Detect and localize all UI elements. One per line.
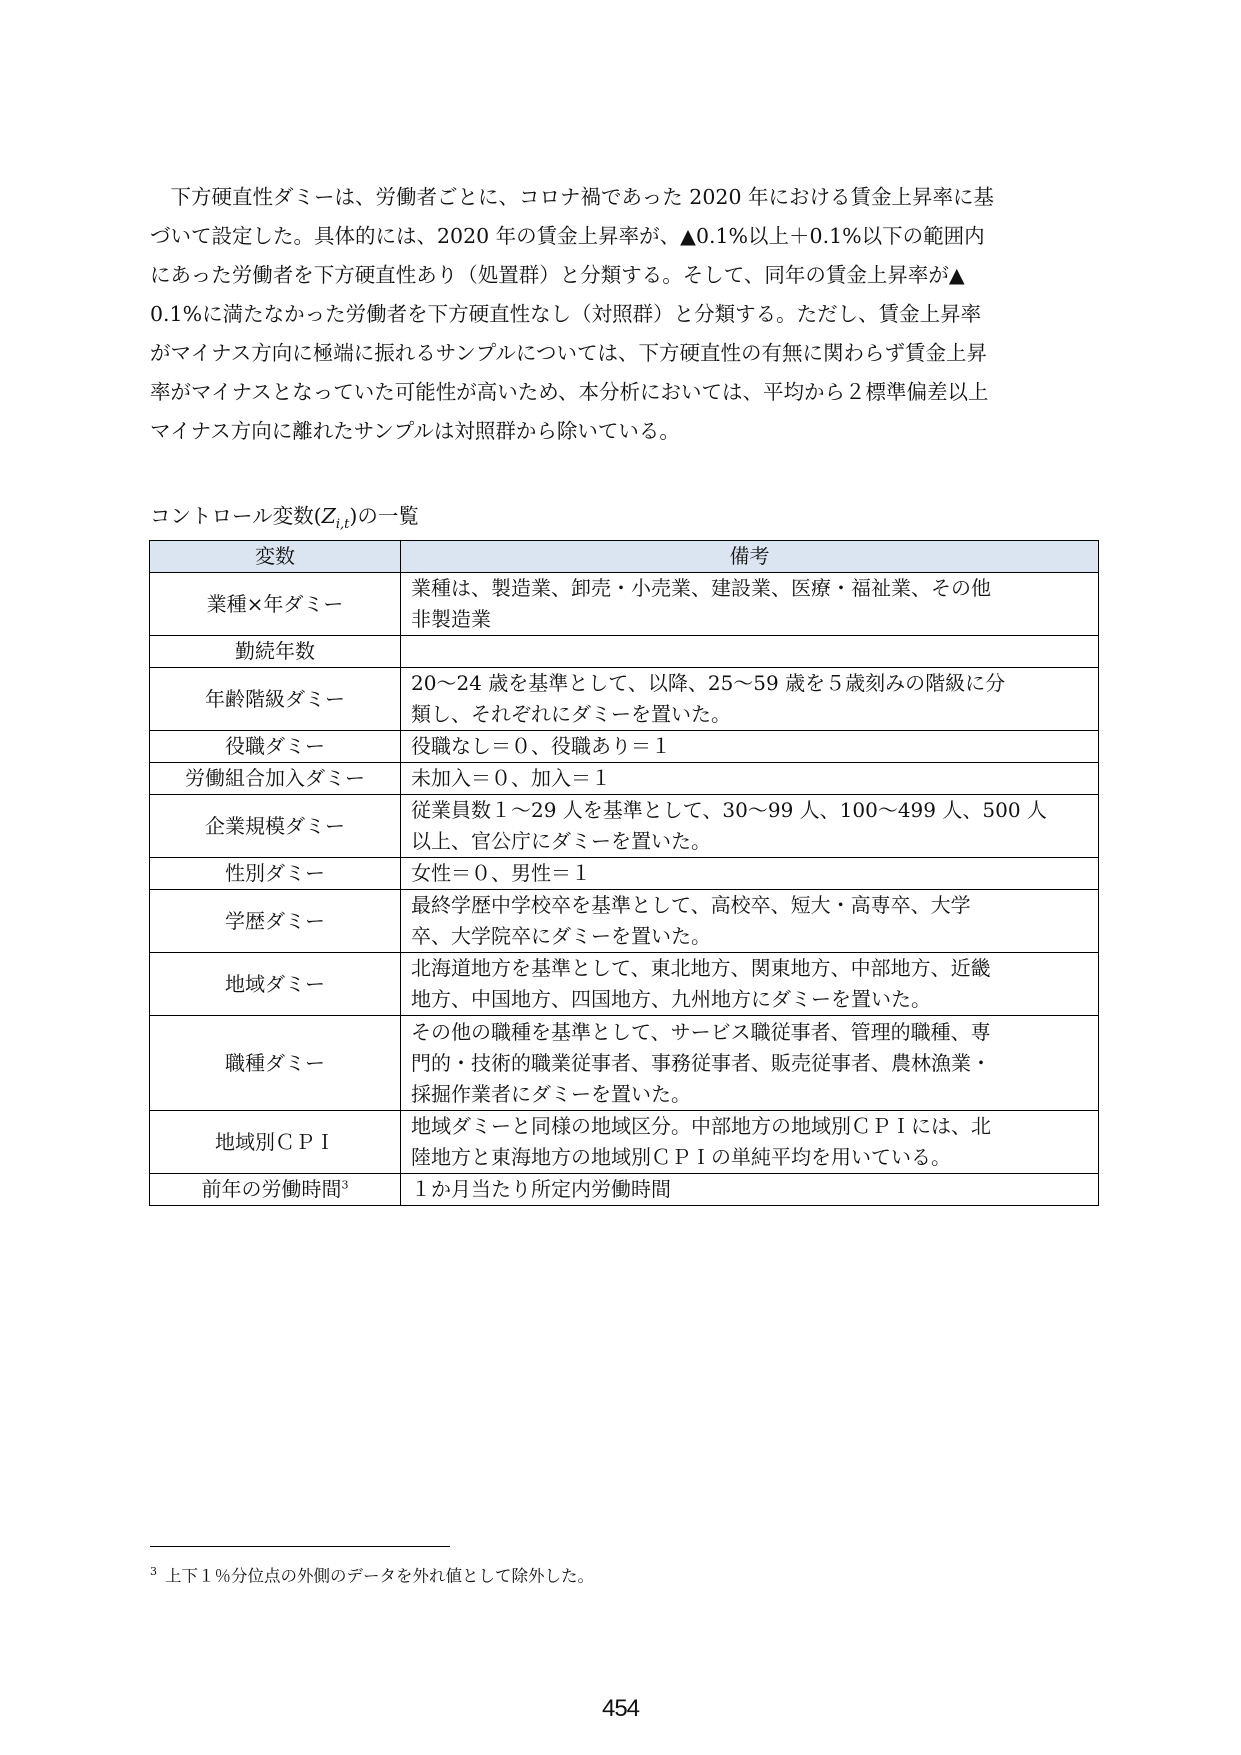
note-cell: 業種は、製造業、卸売・小売業、建設業、医療・福祉業、その他 非製造業	[401, 573, 1099, 636]
table-row	[150, 1111, 1099, 1174]
note-cell: １か月当たり所定内労働時間	[401, 1174, 1099, 1206]
variable-cell: 企業規模ダミー	[150, 795, 401, 858]
table-row	[150, 636, 1099, 668]
paragraph-line: 率がマイナスとなっていた可能性が高いため、本分析においては、平均から２標準偏差以上	[150, 380, 989, 404]
paragraph-line: 下方硬直性ダミーは、労働者ごとに、コロナ禍であった 2020 年における賃金上昇率に基	[150, 185, 994, 209]
caption-prefix: コントロール変数	[150, 504, 314, 528]
variable-cell: 業種×年ダミー	[150, 573, 401, 636]
variable-cell: 地域ダミー	[150, 953, 401, 1016]
table-row	[150, 1174, 1099, 1206]
note-cell: 女性＝０、男性＝１	[401, 858, 1099, 890]
variable-cell: 年齢階級ダミー	[150, 668, 401, 731]
variable-cell: 役職ダミー	[150, 731, 401, 763]
table-row	[150, 573, 1099, 636]
paragraph-line: がマイナス方向に極端に振れるサンプルについては、下方硬直性の有無に関わらず賃金上昇	[150, 341, 988, 365]
table-row	[150, 763, 1099, 795]
note-cell: 北海道地方を基準として、東北地方、関東地方、中部地方、近畿 地方、中国地方、四国地方、九州地方にダミーを置いた。	[401, 953, 1099, 1016]
footnote	[150, 1560, 594, 1589]
note-cell: その他の職種を基準として、サービス職従事者、管理的職種、専 門的・技術的職業従事者、事務従事者、販売従事者、農林漁業・ 採掘作業者にダミーを置いた。	[401, 1016, 1099, 1111]
note-cell	[401, 636, 1099, 668]
note-cell: 役職なし＝０、役職あり＝１	[401, 731, 1099, 763]
paragraph-line: づいて設定した。具体的には、2020 年の賃金上昇率が、▲0.1%以上＋0.1%以下の範囲内	[150, 224, 985, 248]
note-cell: 未加入＝０、加入＝１	[401, 763, 1099, 795]
paragraph-line: にあった労働者を下方硬直性あり（処置群）と分類する。そして、同年の賃金上昇率が▲	[150, 263, 965, 287]
caption-symbol: $Z_{i,t}$	[321, 504, 350, 533]
table-row	[150, 1016, 1099, 1111]
header-variable: 変数	[150, 541, 401, 573]
footnote-text: 上下１％分位点の外側のデータを外れ値として除外した。	[165, 1566, 594, 1586]
body-paragraph	[150, 178, 1095, 451]
variable-cell: 学歴ダミー	[150, 890, 401, 953]
page-number: 454	[601, 1695, 640, 1722]
note-cell: 地域ダミーと同様の地域区分。中部地方の地域別ＣＰＩには、北 陸地方と東海地方の地域別ＣＰＩの単純平均を用いている。	[401, 1111, 1099, 1174]
note-cell: 最終学歴中学校卒を基準として、高校卒、短大・高専卒、大学 卒、大学院卒にダミーを置いた。	[401, 890, 1099, 953]
variable-cell	[150, 1174, 401, 1206]
variable-cell: 勤続年数	[150, 636, 401, 668]
variable-cell: 職種ダミー	[150, 1016, 401, 1111]
note-cell: 従業員数１〜29 人を基準として、30〜99 人、100〜499 人、500 人 以上、官公庁にダミーを置いた。	[401, 795, 1099, 858]
table-caption: コントロール変数$(Z_{i,t})$の一覧	[150, 504, 419, 533]
table-row	[150, 890, 1099, 953]
table-row	[150, 858, 1099, 890]
variable-cell: 労働組合加入ダミー	[150, 763, 401, 795]
footnote-marker: 3	[150, 1565, 157, 1578]
variable-cell: 地域別ＣＰＩ	[150, 1111, 401, 1174]
table-row	[150, 731, 1099, 763]
header-notes: 備考	[401, 541, 1099, 573]
caption-suffix: の一覧	[357, 504, 419, 528]
variable-cell: 性別ダミー	[150, 858, 401, 890]
variable-label: 前年の労働時間	[201, 1177, 342, 1201]
paragraph-line: 0.1%に満たなかった労働者を下方硬直性なし（対照群）と分類する。ただし、賃金上昇率	[150, 302, 982, 326]
paragraph-line: マイナス方向に離れたサンプルは対照群から除いている。	[150, 419, 680, 443]
table-header-row	[150, 541, 1099, 573]
table-row	[150, 953, 1099, 1016]
footnote-reference[interactable]: 3	[341, 1178, 349, 1192]
note-cell: 20〜24 歳を基準として、以降、25〜59 歳を５歳刻みの階級に分 類し、それぞれにダミーを置いた。	[401, 668, 1099, 731]
table-row	[150, 668, 1099, 731]
footnote-separator	[150, 1546, 450, 1547]
table-row	[150, 795, 1099, 858]
control-variables-table	[149, 540, 1099, 1206]
